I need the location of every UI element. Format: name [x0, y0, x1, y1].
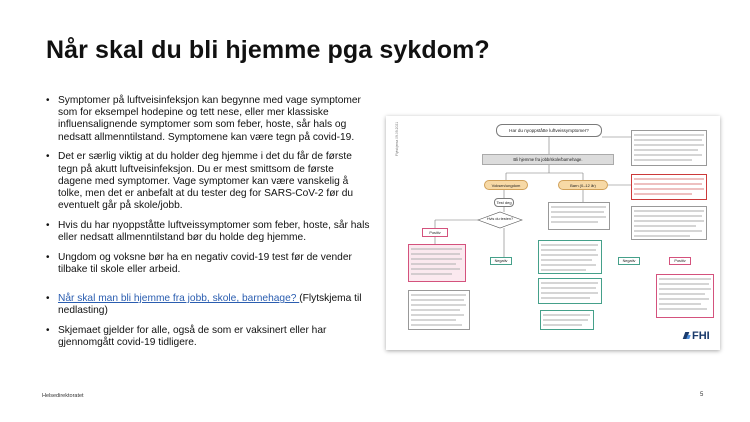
bullet-list [40, 95, 370, 357]
flowchart-text-lines [386, 116, 720, 350]
fhi-logo [684, 330, 710, 342]
stay-home-box: Bli hjemme fra jobb/skole/barnehage. [482, 154, 614, 165]
flowchart-download-link[interactable]: Når skal man bli hjemme fra jobb, skole, barnehage? [58, 293, 300, 305]
main-question-box: Har du nyoppståtte luftveissymptomer? [496, 124, 602, 137]
kids-box: Barn (0–12 år) [558, 180, 608, 190]
footer-org: Helsedirektoratet [42, 393, 84, 399]
positive-box: Positiv [422, 228, 448, 237]
negative-box: Negativ [490, 257, 512, 265]
bullet-item: • Skjemaet gjelder for alle, også de som er vaksinert eller har gjennomgått covid-19 tidligere. [40, 325, 370, 349]
bullet-item: • Symptomer på luftveisinfeksjon kan begynne med vage symptomer som for eksempel hodepine og tett nese, eller mer klassiske influensalignende symptomer som som feber, hoste, sår hals og nedsatt allmenntilstand. Symptomene kan være tegn på covid-19. [40, 95, 370, 144]
fhi-logo-icon [684, 331, 691, 339]
bullet-item: • Det er særlig viktig at du holder deg hjemme i det du får de første tegn på akutt luftveisinfeksjon. Du er mest smittsom de første dagene med symptomer. Vage symptomer kan være vanskelig å tolke, men det er anbefalt at du tester deg for SARS-CoV-2 før du eventuelt går på skole/jobb. [40, 151, 370, 212]
bullet-item: • Ungdom og voksne bør ha en negativ covid-19 test før de vender tilbake til skole eller arbeid. [40, 252, 370, 276]
fhi-logo-text: FHI [692, 330, 710, 342]
link-suffix: (Flytskjema til nedlasting) [58, 293, 362, 317]
flowchart-date-tag: Flytskjema 09.09.2021 [395, 121, 399, 156]
page-number: 5 [700, 392, 704, 398]
negative-box: Negativ [618, 257, 640, 265]
adults-box: Voksen/ungdom [484, 180, 528, 190]
bullet-item-link [40, 293, 370, 317]
test-box: Test deg [494, 198, 514, 207]
test-question-diamond: Hvis du testen? [486, 217, 514, 221]
positive-box: Positiv [669, 257, 691, 265]
bullet-item: • Hvis du har nyoppståtte luftveissymptomer som feber, hoste, sår hals eller nedsatt allmenntilstand bør du holde deg hjemme. [40, 220, 370, 244]
flowchart-image [386, 116, 720, 350]
slide-title: Når skal du bli hjemme pga sykdom? [46, 36, 490, 64]
